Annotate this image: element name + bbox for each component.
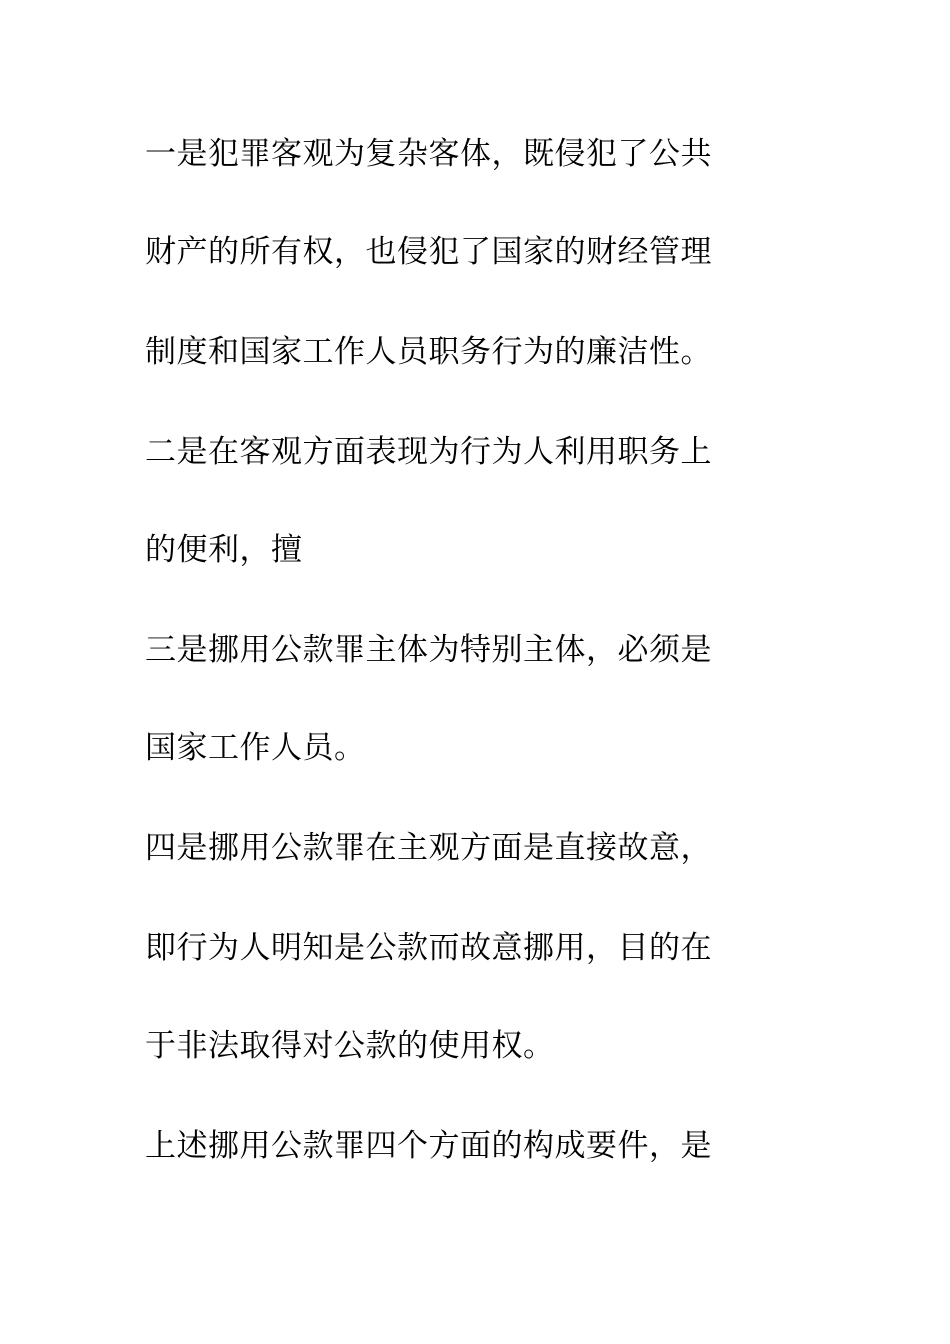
text-line: 于非法取得对公款的使用权。 [145,1028,555,1064]
text-line: 即行为人明知是公款而故意挪用，目的在 [145,930,712,966]
text-line: 财产的所有权，也侵犯了国家的财经管理 [145,234,712,270]
text-line: 三是挪用公款罪主体为特别主体，必须是 [145,632,712,668]
text-line: 一是犯罪客观为复杂客体，既侵犯了公共 [145,136,712,172]
text-line: 四是挪用公款罪在主观方面是直接故意， [145,830,712,866]
text-line: 上述挪用公款罪四个方面的构成要件，是 [145,1128,712,1164]
text-line: 国家工作人员。 [145,730,366,766]
text-line: 制度和国家工作人员职务行为的廉洁性。 [145,334,712,370]
text-line: 的便利，擅 [145,532,303,568]
text-line: 二是在客观方面表现为行为人利用职务上 [145,434,712,470]
